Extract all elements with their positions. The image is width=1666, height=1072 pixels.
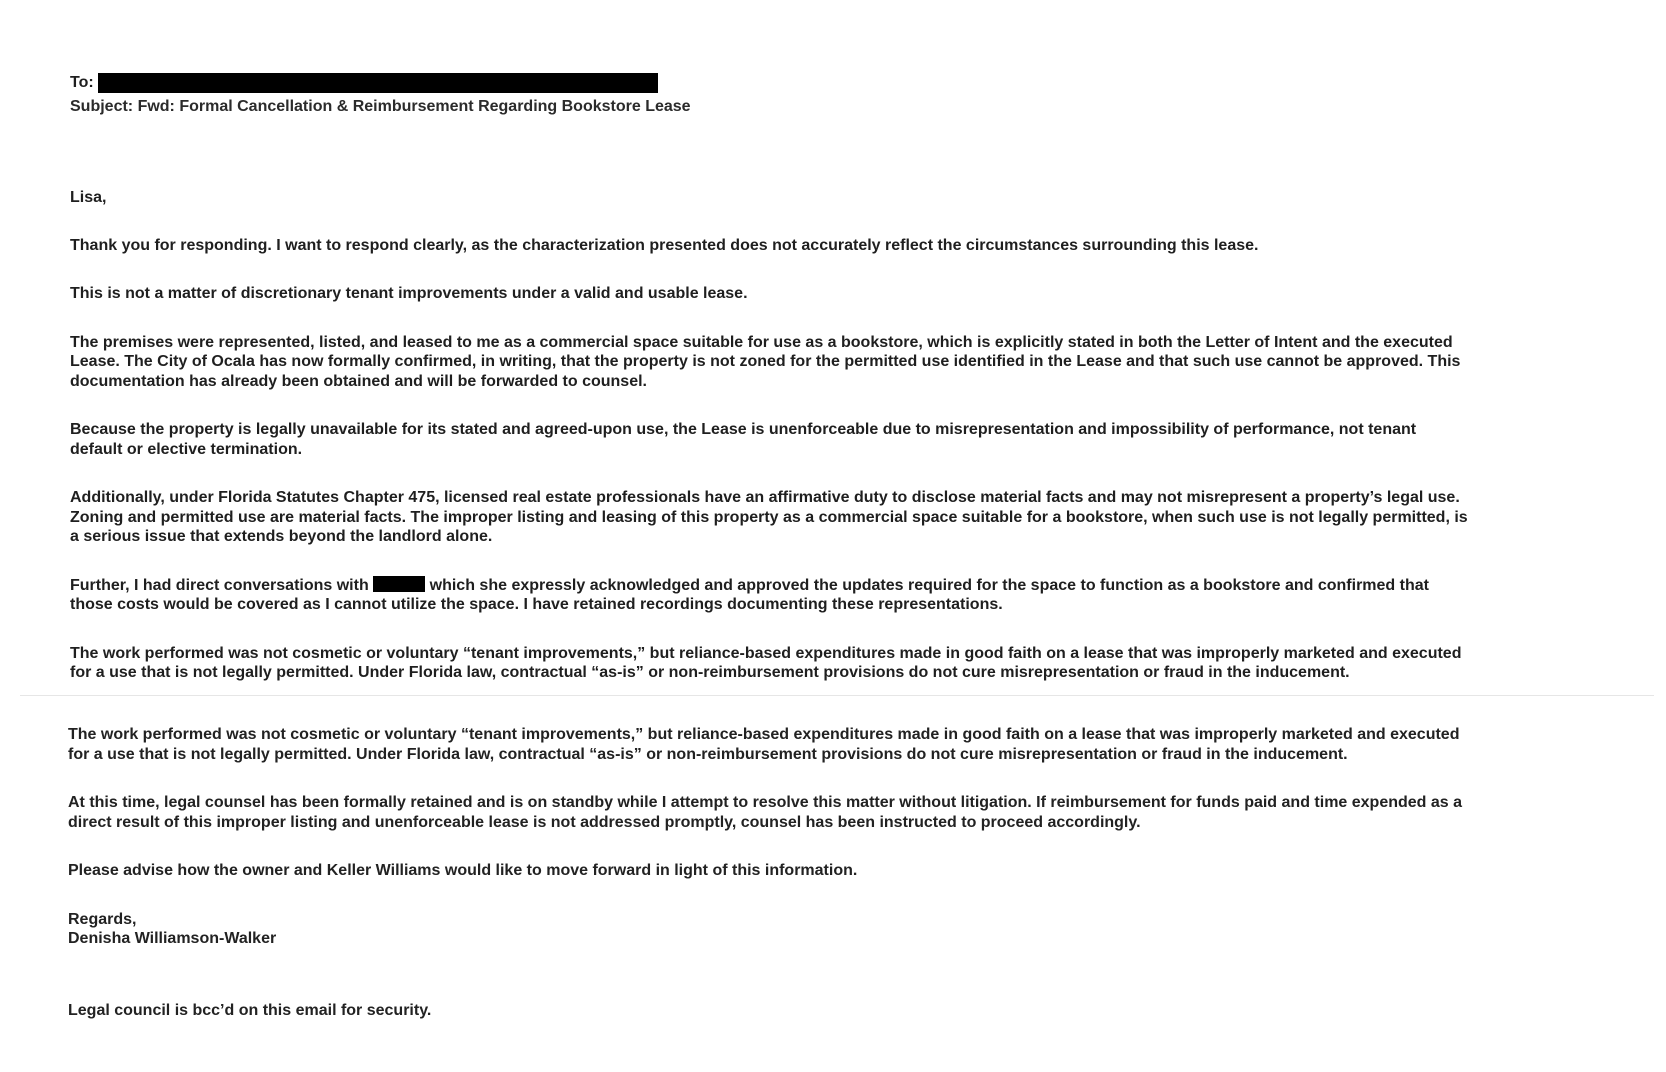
line: Additionally, under Florida Statutes Chapter 475, licensed real estate professionals have an affirmative duty to disclose material facts and may not misrepresent a property’s legal use. bbox=[70, 489, 1460, 506]
line: The premises were represented, listed, and leased to me as a commercial space suitable for use as a bookstore, which is explicitly stated in both the Letter of Intent and the executed bbox=[70, 333, 1453, 351]
line: a serious issue that extends beyond the landlord alone. bbox=[70, 528, 493, 545]
line: direct result of this improper listing and unenforceable lease is not addressed promptly, counsel has been instructed to proceed accordingly. bbox=[68, 813, 1141, 831]
line: for a use that is not legally permitted. Under Florida law, contractual “as-is” or non-reimbursement provisions do not cure misrepresentation or fraud in the inducement. bbox=[70, 664, 1350, 681]
email-header bbox=[70, 72, 691, 116]
line: The work performed was not cosmetic or voluntary “tenant improvements,” but reliance-based expenditures made in good faith on a lease that was improperly marketed and executed bbox=[68, 726, 1460, 743]
line: for a use that is not legally permitted. Under Florida law, contractual “as-is” or non-reimbursement provisions do not cure misrepresentation or fraud in the inducement. bbox=[68, 745, 1348, 763]
paragraph-thanks-text: Thank you for responding. I want to respond clearly, as the characterization presented does not accurately reflect the circumstances surrounding this lease. bbox=[70, 236, 1259, 254]
signature-name: Denisha Williamson-Walker bbox=[68, 930, 277, 947]
paragraph-premises bbox=[70, 333, 1590, 392]
to-line bbox=[70, 72, 691, 94]
line: At this time, legal counsel has been formally retained and is on standby while I attempt to resolve this matter without litigation. If reimbursement for funds paid and time expended as a bbox=[68, 794, 1463, 811]
paragraph-not-discretionary bbox=[70, 284, 1590, 304]
paragraph-conversations bbox=[70, 576, 1590, 615]
signature-block bbox=[68, 910, 1618, 949]
line: default or elective termination. bbox=[70, 440, 303, 458]
paragraph-please-advise-text: Please advise how the owner and Keller Williams would like to move forward in light of this information. bbox=[68, 862, 858, 879]
paragraph-not-discretionary-text: This is not a matter of discretionary tenant improvements under a valid and usable lease. bbox=[70, 285, 748, 302]
regards: Regards, bbox=[68, 910, 137, 928]
greeting: Lisa, bbox=[70, 189, 107, 206]
to-label: To: bbox=[70, 74, 94, 91]
redacted-name bbox=[373, 576, 425, 592]
paragraph-thanks bbox=[70, 236, 1590, 256]
subject-line: Subject: Fwd: Formal Cancellation & Reimbursement Regarding Bookstore Lease bbox=[70, 98, 691, 115]
email-body-first-part bbox=[70, 188, 1590, 712]
line: Further, I had direct conversations with bbox=[70, 576, 369, 594]
paragraph-florida-statutes bbox=[70, 488, 1590, 547]
line: which she expressly acknowledged and approved the updates required for the space to function as a bookstore and confirmed that bbox=[429, 576, 1429, 594]
line: Because the property is legally unavailable for its stated and agreed-upon use, the Lease is unenforceable due to misrepresentation and impossibility of performance, not tenant bbox=[70, 421, 1417, 438]
redacted-recipient bbox=[98, 73, 658, 93]
paragraph-work-performed bbox=[70, 644, 1590, 683]
line: The work performed was not cosmetic or voluntary “tenant improvements,” but reliance-based expenditures made in good faith on a lease that was improperly marketed and executed bbox=[70, 644, 1462, 662]
line: those costs would be covered as I cannot utilize the space. I have retained recordings documenting these representations. bbox=[70, 596, 1003, 613]
email-body-second-part bbox=[68, 725, 1618, 949]
paragraph-unenforceable bbox=[70, 420, 1590, 459]
paragraph-work-performed-repeat bbox=[68, 725, 1618, 764]
paragraph-please-advise bbox=[68, 861, 1618, 881]
screenshot-divider bbox=[20, 695, 1654, 696]
paragraph-legal-counsel bbox=[68, 793, 1618, 832]
line: documentation has already been obtained and will be forwarded to counsel. bbox=[70, 372, 647, 390]
bcc-note: Legal council is bcc’d on this email for security. bbox=[68, 1002, 432, 1019]
line: Zoning and permitted use are material facts. The improper listing and leasing of this property as a commercial space suitable for a bookstore, when such use is not legally permitted, is bbox=[70, 508, 1468, 526]
line: Lease. The City of Ocala has now formally confirmed, in writing, that the property is not zoned for the permitted use identified in the Lease and that such use cannot be approved. This bbox=[70, 353, 1461, 370]
